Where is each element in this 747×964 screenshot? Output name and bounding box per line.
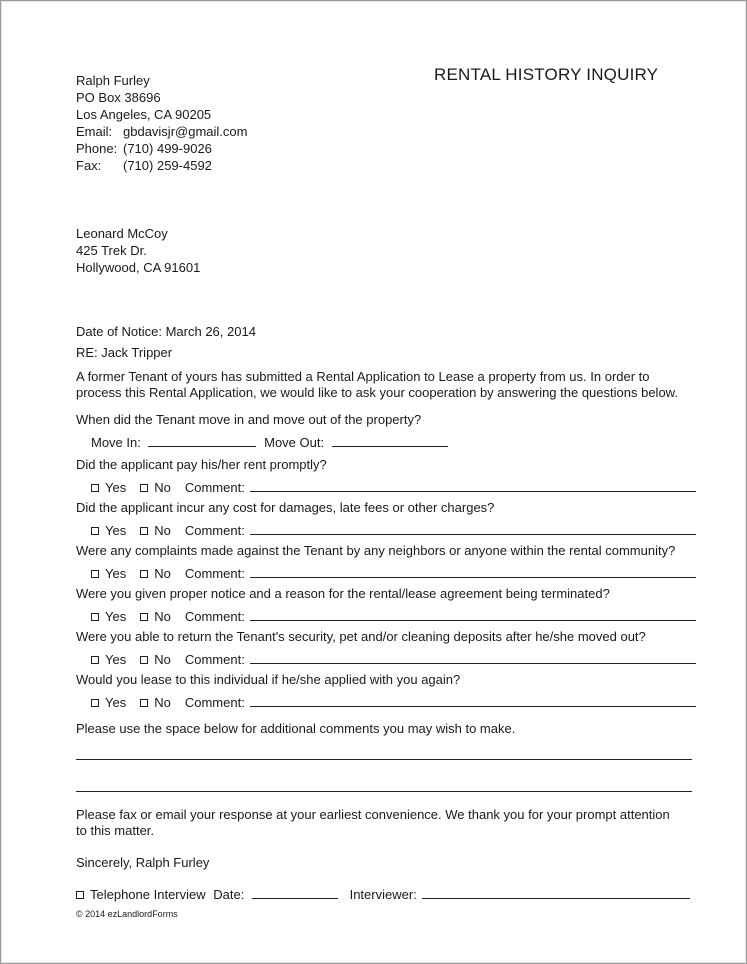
yes-label: Yes [105,609,127,624]
sender-fax: (710) 259-4592 [123,158,212,173]
comment-label: Comment: [184,609,245,624]
question-3: Were any complaints made against the Tenant by any neighbors or anyone within the rental community? [76,543,676,558]
answer-row-3 [91,565,696,582]
no-checkbox[interactable] [140,613,148,621]
sender-address-line-2: Los Angeles, CA 90205 [76,107,212,122]
telephone-interview-label: Telephone Interview [90,887,206,902]
yes-label: Yes [105,480,127,495]
comment-label: Comment: [184,523,245,538]
yes-label: Yes [105,523,127,538]
recipient-name: Leonard McCoy [76,226,168,241]
answer-row-1 [91,479,696,496]
comment-field[interactable] [250,651,696,664]
answer-row-2 [91,522,696,539]
sender-fax-label: Fax: [76,158,102,173]
yes-label: Yes [105,566,127,581]
comment-field[interactable] [250,608,696,621]
comment-label: Comment: [184,566,245,581]
comment-label: Comment: [184,480,245,495]
no-checkbox[interactable] [140,527,148,535]
telephone-interview-checkbox[interactable] [76,891,84,899]
answer-row-5 [91,651,696,668]
telephone-interview-row [76,886,690,903]
move-out-label: Move Out: [264,435,325,450]
comment-field[interactable] [250,522,696,535]
closing-line-2: to this matter. [76,823,155,838]
yes-label: Yes [105,695,127,710]
yes-checkbox[interactable] [91,699,99,707]
interviewer-label: Interviewer: [349,887,417,902]
question-1: Did the applicant pay his/her rent promptly? [76,457,327,472]
question-4: Were you given proper notice and a reason for the rental/lease agreement being terminated? [76,586,610,601]
additional-comments-prompt: Please use the space below for additional comments you may wish to make. [76,721,516,736]
interviewer-field[interactable] [422,886,690,899]
no-label: No [154,695,171,710]
document-title: RENTAL HISTORY INQUIRY [434,65,659,84]
yes-checkbox[interactable] [91,570,99,578]
intro-line-1: A former Tenant of yours has submitted a Rental Application to Lease a property from us. In order to [76,369,650,384]
question-5: Were you able to return the Tenant's security, pet and/or cleaning deposits after he/she moved out? [76,629,646,644]
additional-comments-line-1[interactable] [76,759,692,760]
yes-checkbox[interactable] [91,613,99,621]
no-label: No [154,480,171,495]
recipient-address-line-1: 425 Trek Dr. [76,243,147,258]
closing-line-1: Please fax or email your response at your earliest convenience. We thank you for your prompt attention [76,807,670,822]
sender-email: gbdavisjr@gmail.com [123,124,248,139]
no-checkbox[interactable] [140,570,148,578]
no-label: No [154,523,171,538]
answer-row-6 [91,694,696,711]
sender-phone: (710) 499-9026 [123,141,212,156]
question-6: Would you lease to this individual if he/she applied with you again? [76,672,461,687]
intro-line-2: process this Rental Application, we would like to ask your cooperation by answering the questions below. [76,385,678,400]
no-label: No [154,609,171,624]
intro-paragraph [76,369,696,401]
no-checkbox[interactable] [140,656,148,664]
move-row [91,434,448,451]
comment-field[interactable] [250,479,696,492]
move-out-field[interactable] [332,434,448,447]
yes-label: Yes [105,652,127,667]
interview-date-field[interactable] [252,886,338,899]
no-label: No [154,652,171,667]
notice-re: RE: Jack Tripper [76,345,173,360]
question-2: Did the applicant incur any cost for damages, late fees or other charges? [76,500,495,515]
move-in-field[interactable] [148,434,256,447]
no-label: No [154,566,171,581]
comment-label: Comment: [184,652,245,667]
notice-date: Date of Notice: March 26, 2014 [76,324,256,339]
sender-email-label: Email: [76,124,113,139]
additional-comments-line-2[interactable] [76,791,692,792]
yes-checkbox[interactable] [91,656,99,664]
comment-field[interactable] [250,694,696,707]
sender-phone-label: Phone: [76,141,118,156]
closing-paragraph [76,807,696,839]
recipient-address-line-2: Hollywood, CA 91601 [76,260,201,275]
no-checkbox[interactable] [140,484,148,492]
move-in-label: Move In: [91,435,141,450]
sender-address-line-1: PO Box 38696 [76,90,161,105]
comment-label: Comment: [184,695,245,710]
interview-date-label: Date: [213,887,245,902]
move-question: When did the Tenant move in and move out of the property? [76,412,422,427]
copyright-notice: © 2014 ezLandlordForms [76,909,178,919]
yes-checkbox[interactable] [91,527,99,535]
no-checkbox[interactable] [140,699,148,707]
signoff: Sincerely, Ralph Furley [76,855,210,870]
sender-name: Ralph Furley [76,73,150,88]
comment-field[interactable] [250,565,696,578]
answer-row-4 [91,608,696,625]
yes-checkbox[interactable] [91,484,99,492]
